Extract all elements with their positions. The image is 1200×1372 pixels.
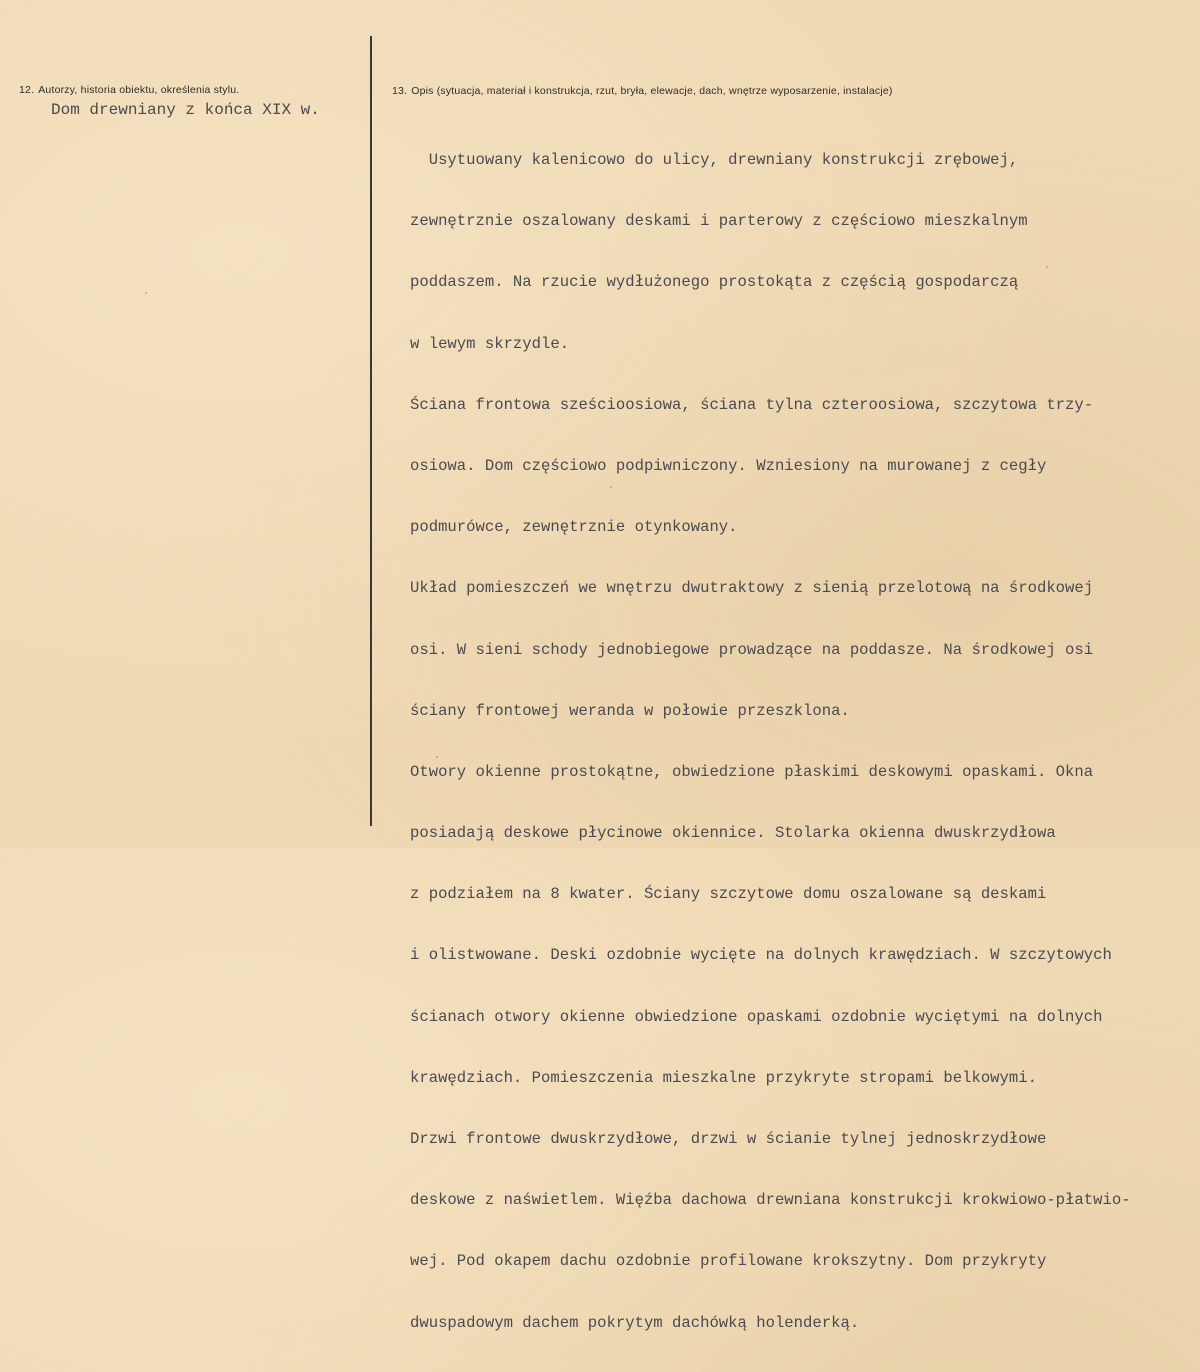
description-line: podmurówce, zewnętrznie otynkowany. — [410, 518, 738, 537]
paper-speck — [1046, 266, 1048, 268]
description-line: wej. Pod okapem dachu ozdobnie profilowane krokszytny. Dom przykryty — [410, 1252, 1047, 1271]
description-line: i olistwowane. Deski ozdobnie wycięte na dolnych krawędziach. W szczytowych — [410, 946, 1112, 965]
field-13-label-text: Opis (sytuacja, materiał i konstrukcja, rzut, bryła, elewacje, dach, wnętrze wyposarzenie, instalacje) — [411, 85, 893, 97]
description-line: Otwory okienne prostokątne, obwiedzione płaskimi deskowymi opaskami. Okna — [410, 762, 1094, 781]
description-line: poddaszem. Na rzucie wydłużonego prostokąta z częścią gospodarczą — [410, 273, 1019, 292]
description-line: posiadają deskowe płycinowe okiennice. Stolarka okienna dwuskrzydłowa — [410, 824, 1056, 843]
field-12-label-text: Autorzy, historia obiektu, określenia stylu. — [38, 84, 240, 96]
description-line: w lewym skrzydle. — [410, 334, 570, 353]
description-line: Drzwi frontowe dwuskrzydłowe, drzwi w ścianie tylnej jednoskrzydłowe — [410, 1130, 1047, 1148]
field-12-value: Dom drewniany z końca XIX w. — [51, 101, 320, 119]
description-line: osi. W sieni schody jednobiegowe prowadzące na poddasze. Na środkowej osi — [410, 640, 1094, 659]
paper-speck — [610, 486, 612, 488]
description-line: osiowa. Dom częściowo podpiwniczony. Wzniesiony na murowanej z cegły — [410, 456, 1047, 475]
column-divider — [370, 36, 372, 826]
description-line: z podziałem na 8 kwater. Ściany szczytowe domu oszalowane są deskami — [410, 885, 1047, 904]
description-line: Układ pomieszczeń we wnętrzu dwutraktowy z sienią przelotową na środkowej — [410, 579, 1094, 598]
description-line: krawędziach. Pomieszczenia mieszkalne przykryte stropami belkowymi. — [410, 1068, 1037, 1087]
description-line: deskowe z naświetlem. Więźba dachowa drewniana konstrukcji krokwiowo-płatwio- — [410, 1191, 1131, 1210]
description-line: zewnętrznie oszalowany deskami i parterowy z częściowo mieszkalnym — [410, 212, 1028, 231]
field-12-label — [19, 84, 239, 96]
description-line: ściany frontowej weranda w połowie przeszklona. — [410, 701, 850, 720]
field-13-label — [392, 85, 893, 97]
description-line: Usytuowany kalenicowo do ulicy, drewniany konstrukcji zrębowej, — [410, 151, 1019, 169]
paper-speck — [145, 292, 147, 294]
description-line: Ściana frontowa sześcioosiowa, ściana tylna czteroosiowa, szczytowa trzy- — [410, 395, 1094, 414]
field-12-number: 12. — [19, 84, 35, 96]
description-line: dwuspadowym dachem pokrytym dachówką holenderką. — [410, 1313, 860, 1332]
paper-speck — [436, 756, 438, 758]
field-13-number: 13. — [392, 85, 408, 97]
description-line: ścianach otwory okienne obwiedzione opaskami ozdobnie wyciętymi na dolnych — [410, 1007, 1103, 1026]
field-13-description — [410, 112, 1190, 1372]
